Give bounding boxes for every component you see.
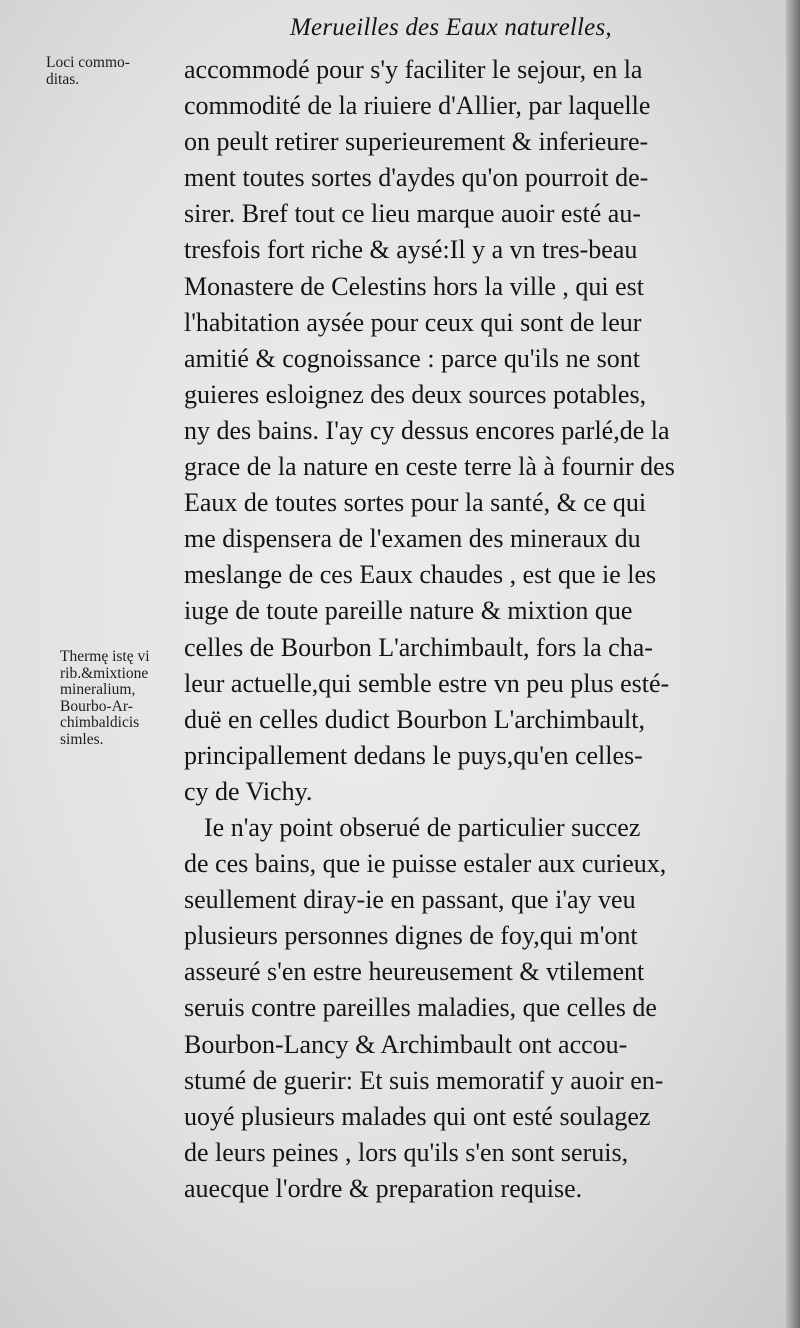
margin-note-thermae (60, 649, 150, 748)
text-line: ment toutes sortes d'aydes qu'on pourroit de- (184, 163, 649, 193)
text-line: auecque l'ordre & preparation requise. (184, 1173, 583, 1203)
running-head: Merueilles des Eaux naturelles, (290, 14, 612, 41)
text-line: plusieurs personnes dignes de foy,qui m'ont (184, 921, 638, 951)
margin-note-line: rib.&mixtione (60, 664, 149, 682)
text-line: principallement dedans le puys,qu'en celles- (184, 740, 643, 770)
text-line: seruis contre pareilles maladies, que celles de (184, 993, 657, 1023)
text-line: Bourbon-Lancy & Archimbault ont accou- (184, 1029, 628, 1059)
margin-note-line: Thermę istę vi (60, 648, 150, 665)
margin-note-line: Loci commo- (46, 54, 130, 71)
margin-note-line: chimbaldicis (60, 714, 140, 731)
text-line: meslange de ces Eaux chaudes , est que ie les (184, 560, 657, 590)
text-line: accommodé pour s'y faciliter le sejour, en la (184, 55, 643, 84)
text-line: amitié & cognoissance : parce qu'ils ne sont (184, 343, 640, 373)
text-line: seullement diray-ie en passant, que i'ay veu (184, 885, 636, 915)
page-edge-shadow (786, 0, 800, 1328)
text-line: leur actuelle,qui semble estre vn peu plus esté- (184, 668, 670, 698)
text-line: me dispensera de l'examen des mineraux du (184, 524, 641, 554)
margin-note-line: Bourbo-Ar- (60, 697, 133, 715)
text-line: uoyé plusieurs malades qui ont esté soulagez (184, 1101, 651, 1131)
margin-note-loci-commoditas (46, 55, 130, 88)
text-line: duë en celles dudict Bourbon L'archimbault, (184, 704, 645, 734)
text-line: Monastere de Celestins hors la ville , qui est (184, 271, 644, 301)
text-line: iuge de toute pareille nature & mixtion que (184, 596, 633, 626)
text-line: tresfois fort riche & aysé:Il y a vn tres-beau (184, 235, 638, 265)
text-line: de leurs peines , lors qu'ils s'en sont seruis, (184, 1137, 629, 1167)
text-line: l'habitation aysée pour ceux qui sont de leur (184, 307, 642, 337)
text-line: sirer. Bref tout ce lieu marque auoir esté au- (184, 199, 641, 229)
text-line: cy de Vichy. (184, 776, 313, 806)
text-line: celles de Bourbon L'archimbault, fors la cha- (184, 632, 653, 662)
text-line: guieres esloignez des deux sources potables, (184, 379, 647, 409)
text-line: Eaux de toutes sortes pour la santé, & ce qui (184, 488, 647, 518)
margin-note-line: ditas. (46, 70, 80, 88)
text-line: de ces bains, que ie puisse estaler aux curieux, (184, 849, 667, 879)
text-line: stumé de guerir: Et suis memoratif y auoir en- (184, 1065, 664, 1095)
text-line: on peult retirer superieurement & inferieure- (184, 127, 649, 157)
text-line: grace de la nature en ceste terre là à fournir des (184, 452, 675, 482)
margin-note-line: simles. (60, 730, 104, 748)
margin-note-line: mineralium, (60, 681, 136, 698)
paragraph-start-line: Ie n'ay point obserué de particulier succez (204, 812, 641, 842)
text-line: asseuré s'en estre heureusement & vtilement (184, 957, 645, 987)
text-line: ny des bains. I'ay cy dessus encores parlé,de la (184, 415, 670, 445)
text-line: commodité de la riuiere d'Allier, par laquelle (184, 91, 651, 121)
body-text (184, 52, 675, 1207)
